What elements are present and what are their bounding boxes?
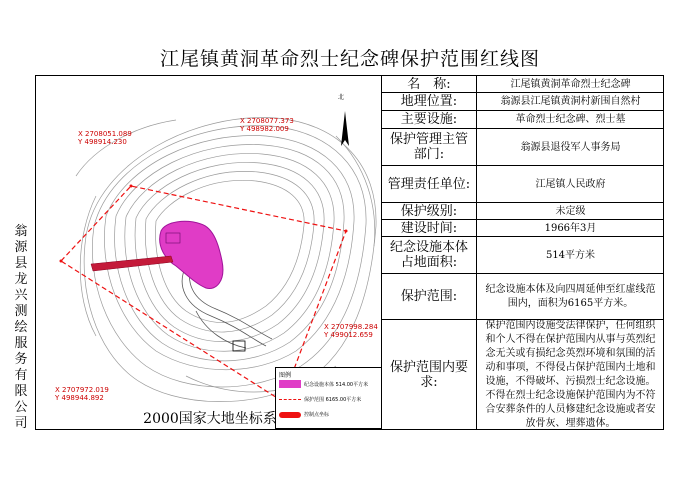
coord-label-1: X 2708051.089 Y 498914.230: [78, 130, 132, 146]
table-row: 地理位置: 翁源县江尾镇黄洞村新围自然村: [382, 93, 664, 111]
coord-label-3: X 2707998.284 Y 499012.659: [324, 323, 378, 339]
monument-body-area: [160, 221, 223, 288]
legend-swatch-monument: [279, 380, 301, 388]
table-row: 主要设施: 革命烈士纪念碑、烈士墓: [382, 111, 664, 129]
table-row: 保护管理主管部门: 翁源县退役军人事务局: [382, 129, 664, 166]
legend-item-monument: 纪念设施本体 514.00平方米: [279, 380, 379, 388]
map-title: 江尾镇黄洞革命烈士纪念碑保护范围红线图: [159, 48, 540, 70]
legend-title: 图例: [279, 372, 292, 379]
table-row: 保护范围内要求: 保护范围内设施受法律保护，任何组织和个人不得在保护范围内从事与英烈纪念无关或有损纪念英烈环境和氛围的活动和事项，不得侵占保护范围内土地和设施，不得破坏、污损烈士纪念设施。不得在烈士纪念设施保护范围内为不符合安葬条件的人员修建纪念设施或者安放骨灰、埋葬遗体。: [382, 320, 664, 429]
table-row: 建设时间: 1966年3月: [382, 220, 664, 237]
coord-label-4: X 2707972.019 Y 498944.892: [55, 386, 109, 402]
legend-item-protection: 保护范围 6165.00平方米: [279, 396, 379, 403]
north-label: 北: [338, 94, 345, 101]
legend-swatch-protection: [279, 399, 301, 400]
table-row: 名 称: 江尾镇黄洞革命烈士纪念碑: [382, 76, 664, 93]
company-name: 翁源县龙兴测绘服务有限公司: [14, 224, 28, 431]
coordinate-system: 2000国家大地坐标系: [143, 411, 277, 427]
table-row: 管理责任单位: 江尾镇人民政府: [382, 166, 664, 203]
coord-label-2: X 2708077.373 Y 498982.009: [240, 117, 294, 133]
north-arrow-icon: [341, 111, 349, 146]
table-row: 保护范围: 纪念设施本体及向四周延伸至红虚线范围内，面积为6165平方米。: [382, 274, 664, 320]
table-row: 纪念设施本体占地面积: 514平方米: [382, 237, 664, 274]
legend-item-control-point: 控制点坐标: [279, 411, 379, 418]
info-table: [381, 76, 664, 429]
table-row: 保护级别: 未定级: [382, 203, 664, 220]
connector-bar: [91, 256, 173, 271]
